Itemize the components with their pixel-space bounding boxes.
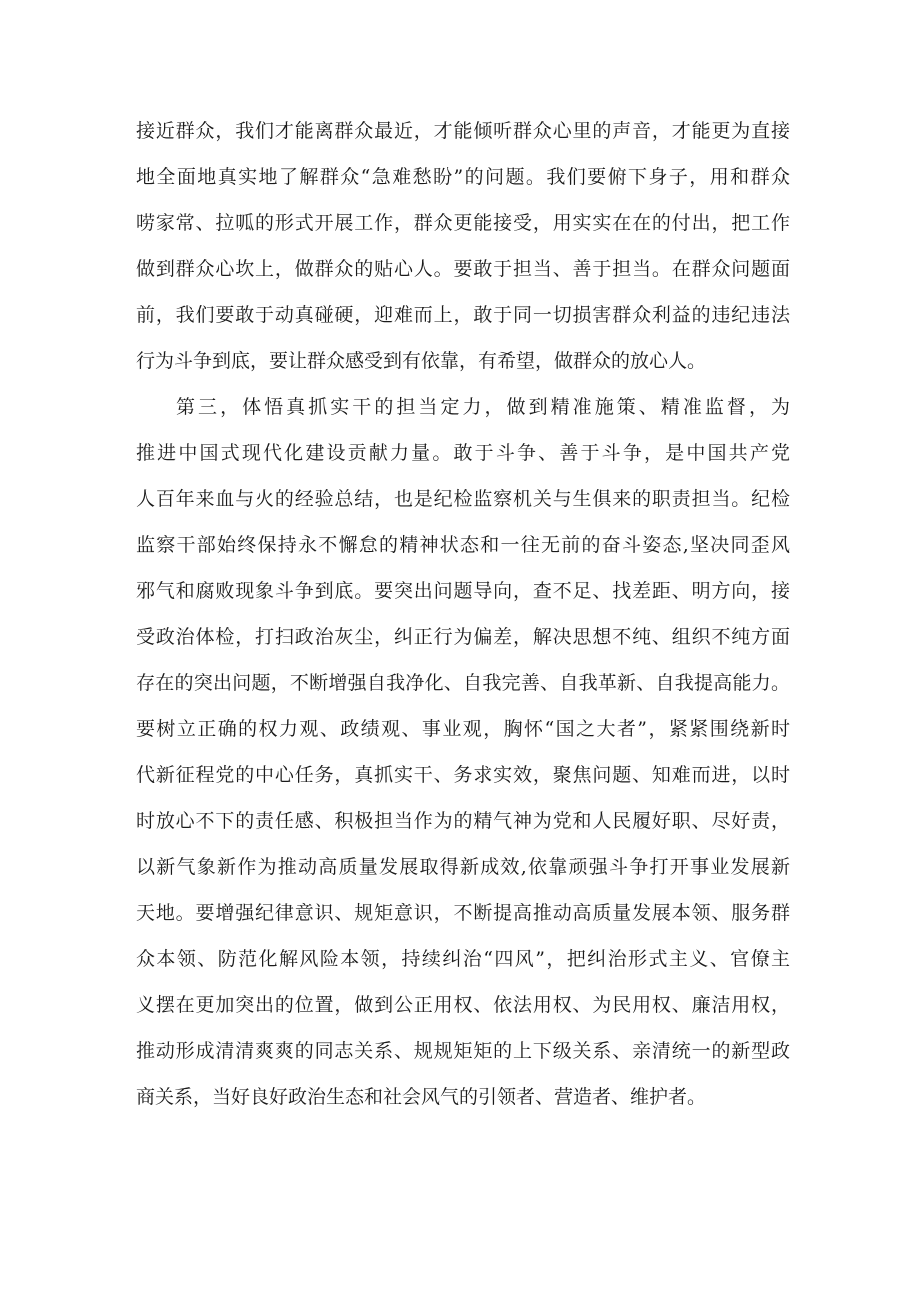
text-line: 接近群众，我们才能离群众最近，才能倾听群众心里的声音，才能更为直接 xyxy=(136,120,790,142)
text-line: 做到群众心坎上，做群众的贴心人。要敢于担当、善于担当。在群众问题面 xyxy=(136,258,790,280)
text-line: 时放心不下的责任感、积极担当作为的精气神为党和人民履好职、尽好责， xyxy=(136,810,790,832)
text-line: 天地。要增强纪律意识、规矩意识，不断提高推动高质量发展本领、服务群 xyxy=(136,902,790,924)
text-line: 存在的突出问题，不断增强自我净化、自我完善、自我革新、自我提高能力。 xyxy=(136,672,790,694)
text-line: 要树立正确的权力观、政绩观、事业观，胸怀“国之大者”，紧紧围绕新时 xyxy=(136,718,790,740)
text-line: 推动形成清清爽爽的同志关系、规规矩矩的上下级关系、亲清统一的新型政 xyxy=(136,1040,790,1062)
text-line: 受政治体检，打扫政治灰尘，纠正行为偏差，解决思想不纯、组织不纯方面 xyxy=(136,626,790,648)
text-line: 推进中国式现代化建设贡献力量。敢于斗争、善于斗争，是中国共产党 xyxy=(136,442,790,464)
text-line: 以新气象新作为推动高质量发展取得新成效,依靠顽强斗争打开事业发展新 xyxy=(136,856,790,878)
text-line: 地全面地真实地了解群众“急难愁盼”的问题。我们要俯下身子，用和群众 xyxy=(136,166,790,188)
text-line: 前，我们要敢于动真碰硬，迎难而上，敢于同一切损害群众利益的违纪违法 xyxy=(136,304,790,326)
paragraph-2 xyxy=(136,384,790,1120)
text-line: 第三，体悟真抓实干的担当定力，做到精准施策、精准监督，为 xyxy=(176,396,790,418)
text-line: 监察干部始终保持永不懈怠的精神状态和一往无前的奋斗姿态,坚决同歪风 xyxy=(136,534,790,556)
text-line: 人百年来血与火的经验总结，也是纪检监察机关与生俱来的职责担当。纪检 xyxy=(136,488,790,510)
text-line: 商关系，当好良好政治生态和社会风气的引领者、营造者、维护者。 xyxy=(136,1086,707,1108)
text-line: 众本领、防范化解风险本领，持续纠治“四风”，把纠治形式主义、官僚主 xyxy=(136,948,790,970)
text-line: 代新征程党的中心任务，真抓实干、务求实效，聚焦问题、知难而进，以时 xyxy=(136,764,790,786)
paragraph-1 xyxy=(136,108,790,384)
text-line: 义摆在更加突出的位置，做到公正用权、依法用权、为民用权、廉洁用权， xyxy=(136,994,790,1016)
text-line: 邪气和腐败现象斗争到底。要突出问题导向，查不足、找差距、明方向，接 xyxy=(136,580,790,602)
text-line: 行为斗争到底，要让群众感受到有依靠，有希望，做群众的放心人。 xyxy=(136,350,707,372)
text-line: 唠家常、拉呱的形式开展工作，群众更能接受，用实实在在的付出，把工作 xyxy=(136,212,790,234)
